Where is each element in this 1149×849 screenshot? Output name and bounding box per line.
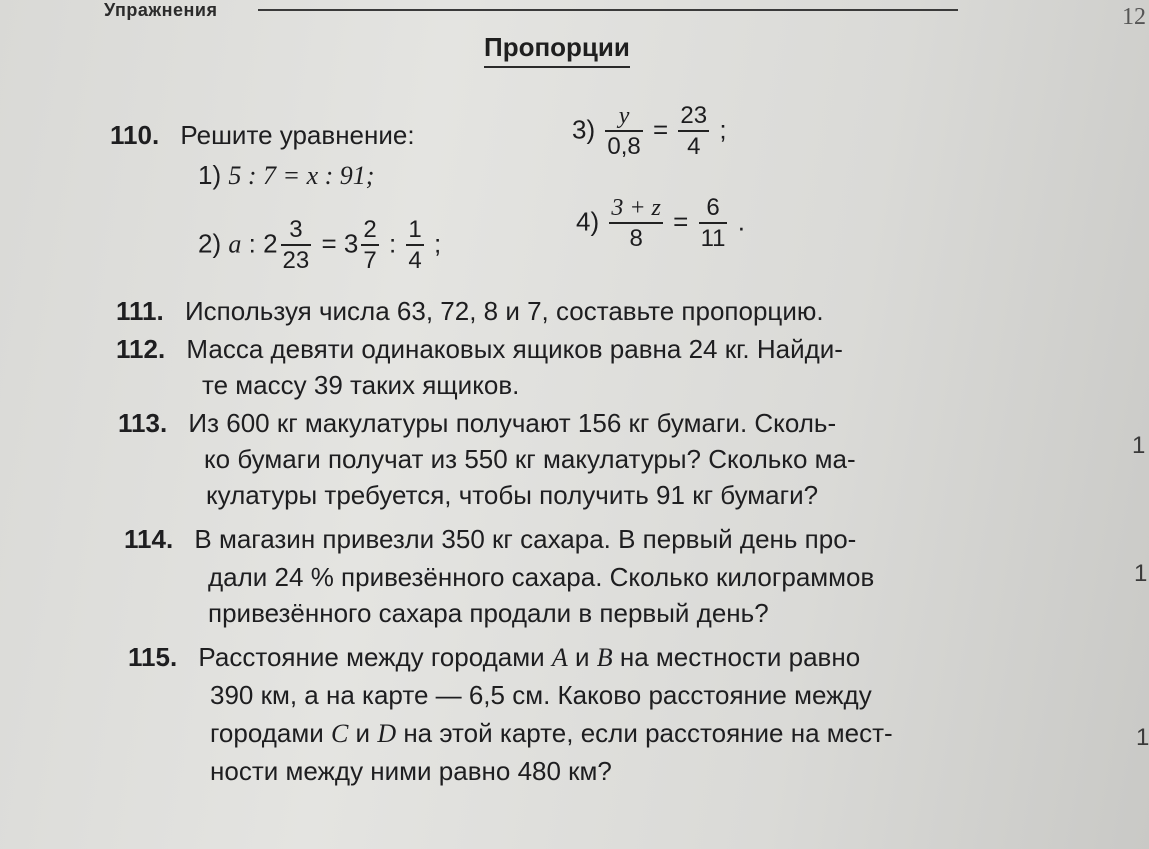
- fraction: [406, 218, 423, 273]
- fraction: [699, 196, 728, 251]
- colon: :: [248, 228, 256, 259]
- exercise-115-line-2: 390 км, а на карте — 6,5 см. Каково расстояние между: [210, 680, 872, 710]
- exercise-text-line: Используя числа 63, 72, 8 и 7, составьте пропорцию.: [184, 296, 824, 326]
- exercise-number: 115.: [128, 642, 178, 672]
- equals-sign: =: [321, 228, 337, 259]
- numerator: 1: [406, 218, 423, 246]
- denominator: 23: [282, 247, 310, 274]
- exercise-number: 112.: [116, 334, 166, 364]
- exercise-number: 114.: [124, 524, 174, 554]
- exercise-number: 110.: [110, 120, 160, 150]
- equation-variable: a: [228, 229, 242, 259]
- city-label-c: C: [330, 719, 349, 748]
- text-fragment: на местности равно: [612, 642, 861, 672]
- exercise-114: [124, 524, 856, 555]
- exercise-number: 111.: [116, 296, 164, 326]
- denominator: 11: [700, 225, 726, 252]
- numerator: 2: [361, 218, 378, 246]
- exercise-113-line-3: кулатуры требуется, чтобы получить 91 кг бумаги?: [206, 480, 819, 510]
- numerator: 23: [678, 104, 709, 132]
- exercise-115-line-4: ности между ними равно 480 км?: [210, 756, 612, 786]
- margin-fragment: 1: [1132, 432, 1146, 459]
- margin-fragment: 1: [1136, 724, 1149, 751]
- numerator: 6: [699, 196, 728, 224]
- semicolon: ;: [434, 228, 442, 259]
- exercise-114-line-2: дали 24 % привезённого сахара. Сколько килограммов: [208, 562, 875, 592]
- page-corner-number: 12: [1122, 4, 1146, 30]
- city-label-d: D: [377, 719, 397, 748]
- equation-text: 5 : 7 = x : 91;: [228, 161, 375, 190]
- equation-2: [198, 218, 441, 273]
- city-label-a: A: [551, 643, 568, 672]
- fraction: [678, 104, 709, 159]
- fraction: [609, 196, 663, 251]
- section-header-label: Упражнения: [104, 0, 218, 20]
- exercise-text-line: Масса девяти одинаковых ящиков равна 24 кг. Найди-: [186, 334, 843, 364]
- exercise-number: 113.: [118, 408, 168, 438]
- denominator: 7: [363, 247, 377, 274]
- margin-fragment: 1: [1134, 560, 1148, 587]
- equals-sign: =: [652, 114, 669, 145]
- equation-label: 1): [198, 160, 222, 190]
- equals-sign: =: [673, 206, 689, 237]
- text-fragment: на этой карте, если расстояние на мест-: [396, 718, 893, 748]
- exercise-115: [128, 642, 860, 673]
- exercise-113-line-2: ко бумаги получат из 550 кг макулатуры? Сколько ма-: [204, 444, 856, 474]
- colon: :: [388, 228, 397, 259]
- city-label-b: B: [596, 643, 613, 672]
- exercise-110-heading: [110, 120, 415, 151]
- semicolon: ;: [719, 114, 727, 145]
- equation-3: [572, 104, 727, 159]
- exercise-113: [118, 408, 836, 439]
- exercise-prompt: Решите уравнение:: [180, 120, 415, 150]
- denominator: 0,8: [607, 133, 641, 160]
- fraction: [281, 218, 312, 273]
- equation-1: [198, 160, 374, 191]
- fraction: [361, 218, 378, 273]
- numerator: 3: [281, 218, 312, 246]
- equation-4: [576, 196, 745, 251]
- exercise-112: [116, 334, 843, 365]
- exercise-114-line-3: привезённого сахара продали в первый день?: [208, 598, 769, 628]
- exercise-115-line-3: [210, 718, 893, 749]
- period: .: [737, 206, 745, 237]
- numerator: 3 + z: [609, 196, 663, 224]
- numerator: y: [605, 104, 642, 132]
- whole-part: 2: [263, 228, 278, 259]
- exercise-text-line: В магазин привезли 350 кг сахара. В первый день про-: [194, 524, 857, 554]
- header-rule: [258, 9, 958, 11]
- equation-label: 4): [576, 206, 600, 237]
- whole-part: 3: [343, 228, 359, 259]
- equation-label: 2): [198, 228, 222, 259]
- exercise-112-line-2: те массу 39 таких ящиков.: [202, 370, 520, 400]
- equation-label: 3): [572, 114, 596, 145]
- denominator: 8: [629, 225, 643, 252]
- exercise-text-line: Из 600 кг макулатуры получают 156 кг бумаги. Сколь-: [188, 408, 837, 438]
- text-fragment: и: [567, 642, 597, 672]
- text-fragment: и: [348, 718, 378, 748]
- text-fragment: городами: [210, 718, 331, 748]
- denominator: 4: [687, 133, 701, 160]
- section-title: Пропорции: [484, 32, 630, 68]
- fraction: [605, 104, 642, 159]
- text-fragment: Расстояние между городами: [198, 642, 552, 672]
- denominator: 4: [408, 247, 422, 274]
- exercise-111: [116, 296, 824, 327]
